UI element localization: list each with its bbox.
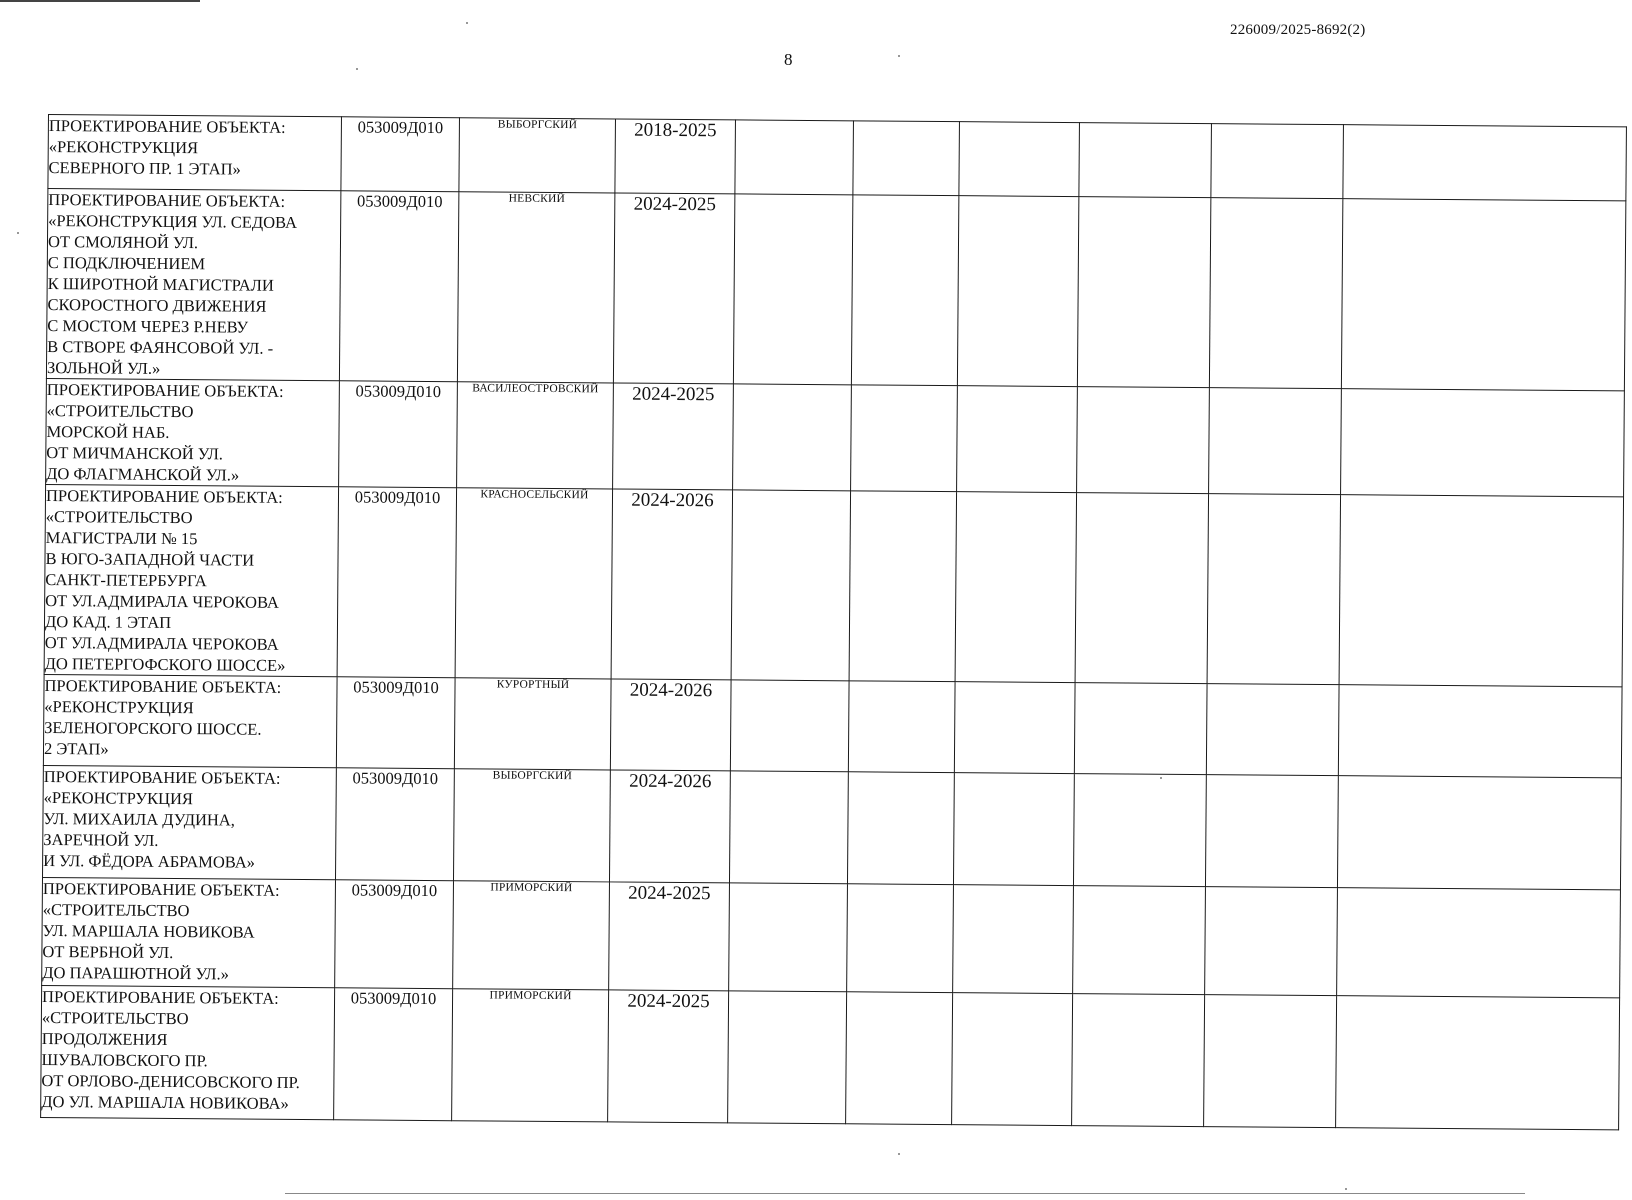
empty-cell <box>953 773 1074 886</box>
table-row <box>41 985 1620 1129</box>
empty-cell <box>1073 886 1206 995</box>
object-name-cell: ПРОЕКТИРОВАНИЕ ОБЪЕКТА: «СТРОИТЕЛЬСТВО ПРОДОЛЖЕНИЯ ШУВАЛОВСКОГО ПР. ОТ ОРЛОВО-ДЕНИСОВСКОГО ПР. ДО УЛ. МАРШАЛА НОВИКОВА» <box>41 985 335 1119</box>
empty-cell <box>846 992 953 1125</box>
scan-speck <box>898 55 900 57</box>
period-cell: 2018-2025 <box>615 119 736 194</box>
scan-speck <box>356 68 358 70</box>
table-row <box>46 189 1625 391</box>
empty-cell <box>730 680 849 772</box>
object-name-cell: ПРОЕКТИРОВАНИЕ ОБЪЕКТА: «РЕКОНСТРУКЦИЯ СЕВЕРНОГО ПР. 1 ЭТАП» <box>48 115 342 191</box>
empty-cell <box>1079 123 1212 198</box>
period-cell: 2024-2025 <box>613 383 734 490</box>
empty-cell <box>1339 495 1623 687</box>
object-name-cell: ПРОЕКТИРОВАНИЕ ОБЪЕКТА: «РЕКОНСТРУКЦИЯ УЛ. МИХАИЛА ДУДИНА, ЗАРЕЧНОЙ УЛ. И УЛ. ФЁДОРА АБРАМОВА» <box>43 765 337 879</box>
district-cell: КУРОРТНЫЙ <box>454 678 611 770</box>
table-row <box>48 115 1627 201</box>
empty-cell <box>1205 887 1338 996</box>
empty-cell <box>1204 995 1337 1128</box>
period-cell: 2024-2025 <box>609 882 730 991</box>
district-cell: ВЫБОРГСКИЙ <box>459 118 616 193</box>
empty-cell <box>1077 387 1210 494</box>
empty-cell <box>955 492 1076 683</box>
empty-cell <box>1341 389 1625 497</box>
empty-cell <box>1209 388 1342 495</box>
empty-cell <box>1343 125 1627 201</box>
code-cell: 053009Д010 <box>335 880 454 989</box>
code-cell: 053009Д010 <box>341 117 460 192</box>
empty-cell <box>733 384 852 491</box>
district-cell: ВЫБОРГСКИЙ <box>453 769 610 882</box>
table-row <box>42 877 1621 997</box>
district-cell: ПРИМОРСКИЙ <box>453 881 610 990</box>
empty-cell <box>733 194 852 385</box>
object-name-cell: ПРОЕКТИРОВАНИЕ ОБЪЕКТА: «СТРОИТЕЛЬСТВО МОРСКОЙ НАБ. ОТ МИЧМАНСКОЙ УЛ. ДО ФЛАГМАНСКОЙ УЛ.» <box>46 378 340 486</box>
scan-edge-line <box>0 0 200 2</box>
page-number: 8 <box>784 50 793 69</box>
empty-cell <box>851 385 958 492</box>
projects-table <box>40 114 1627 1130</box>
empty-cell <box>1337 776 1621 890</box>
period-cell: 2024-2025 <box>613 193 734 384</box>
empty-cell <box>957 386 1078 493</box>
code-cell: 053009Д010 <box>334 988 453 1121</box>
code-cell: 053009Д010 <box>337 487 456 678</box>
scan-speck <box>898 1153 900 1155</box>
empty-cell <box>729 883 848 992</box>
scan-speck <box>17 232 19 234</box>
scan-speck <box>1160 777 1162 779</box>
table-row <box>43 765 1622 889</box>
empty-cell <box>959 122 1080 197</box>
empty-cell <box>1207 494 1340 685</box>
empty-cell <box>952 993 1073 1126</box>
document-number: 226009/2025-8692(2) <box>1230 22 1366 38</box>
code-cell: 053009Д010 <box>335 768 454 881</box>
scan-edge-line <box>285 1193 1525 1194</box>
empty-cell <box>847 884 954 993</box>
empty-cell <box>1074 683 1207 775</box>
empty-cell <box>1205 775 1338 888</box>
district-cell: ВАСИЛЕОСТРОВСКИЙ <box>457 382 614 489</box>
empty-cell <box>853 121 960 196</box>
period-cell: 2024-2026 <box>611 489 732 680</box>
empty-cell <box>957 196 1078 387</box>
empty-cell <box>1206 684 1339 776</box>
district-cell: ПРИМОРСКИЙ <box>452 989 609 1122</box>
empty-cell <box>954 682 1075 774</box>
empty-cell <box>1077 197 1210 388</box>
empty-cell <box>729 771 848 884</box>
empty-cell <box>1341 199 1625 391</box>
empty-cell <box>849 491 956 682</box>
table-row <box>46 378 1625 496</box>
object-name-cell: ПРОЕКТИРОВАНИЕ ОБЪЕКТА: «РЕКОНСТРУКЦИЯ УЛ. СЕДОВА ОТ СМОЛЯНОЙ УЛ. С ПОДКЛЮЧЕНИЕМ К ШИРОТНОЙ МАГИСТРАЛИ СКОРОСТНОГО ДВИЖЕНИЯ С МОСТОМ ЧЕРЕЗ Р.НЕВУ В СТВОРЕ ФАЯНСОВОЙ УЛ. - ЗОЛЬНОЙ УЛ.» <box>46 189 340 381</box>
empty-cell <box>953 885 1074 994</box>
empty-cell <box>848 681 955 773</box>
district-cell: НЕВСКИЙ <box>457 192 614 383</box>
period-cell: 2024-2025 <box>608 990 729 1123</box>
empty-cell <box>1336 996 1620 1130</box>
empty-cell <box>1072 994 1205 1127</box>
code-cell: 053009Д010 <box>339 191 458 382</box>
table-row <box>44 484 1623 686</box>
object-name-cell: ПРОЕКТИРОВАНИЕ ОБЪЕКТА: «СТРОИТЕЛЬСТВО УЛ. МАРШАЛА НОВИКОВА ОТ ВЕРБНОЙ УЛ. ДО ПАРАШЮТНОЙ УЛ.» <box>42 877 336 987</box>
empty-cell <box>1211 124 1344 199</box>
table-row <box>43 674 1622 777</box>
empty-cell <box>728 991 847 1124</box>
object-name-cell: ПРОЕКТИРОВАНИЕ ОБЪЕКТА: «СТРОИТЕЛЬСТВО МАГИСТРАЛИ № 15 В ЮГО-ЗАПАДНОЙ ЧАСТИ САНКТ-ПЕТЕРБУРГА ОТ УЛ.АДМИРАЛА ЧЕРОКОВА ДО КАД. 1 ЭТАП ОТ УЛ.АДМИРАЛА ЧЕРОКОВА ДО ПЕТЕРГОФСКОГО ШОССЕ» <box>44 484 338 676</box>
scan-speck <box>466 22 468 24</box>
empty-cell <box>1075 493 1208 684</box>
district-cell: КРАСНОСЕЛЬСКИЙ <box>455 488 612 679</box>
empty-cell <box>1073 774 1206 887</box>
period-cell: 2024-2026 <box>610 679 731 771</box>
empty-cell <box>735 120 854 195</box>
empty-cell <box>1337 888 1621 998</box>
empty-cell <box>1338 685 1622 778</box>
code-cell: 053009Д010 <box>336 677 455 769</box>
scan-speck <box>1345 1188 1347 1190</box>
object-name-cell: ПРОЕКТИРОВАНИЕ ОБЪЕКТА: «РЕКОНСТРУКЦИЯ ЗЕЛЕНОГОРСКОГО ШОССЕ. 2 ЭТАП» <box>43 674 337 767</box>
period-cell: 2024-2026 <box>609 770 730 883</box>
empty-cell <box>731 490 850 681</box>
empty-cell <box>851 195 958 386</box>
code-cell: 053009Д010 <box>339 381 458 488</box>
empty-cell <box>847 772 954 885</box>
empty-cell <box>1209 198 1342 389</box>
